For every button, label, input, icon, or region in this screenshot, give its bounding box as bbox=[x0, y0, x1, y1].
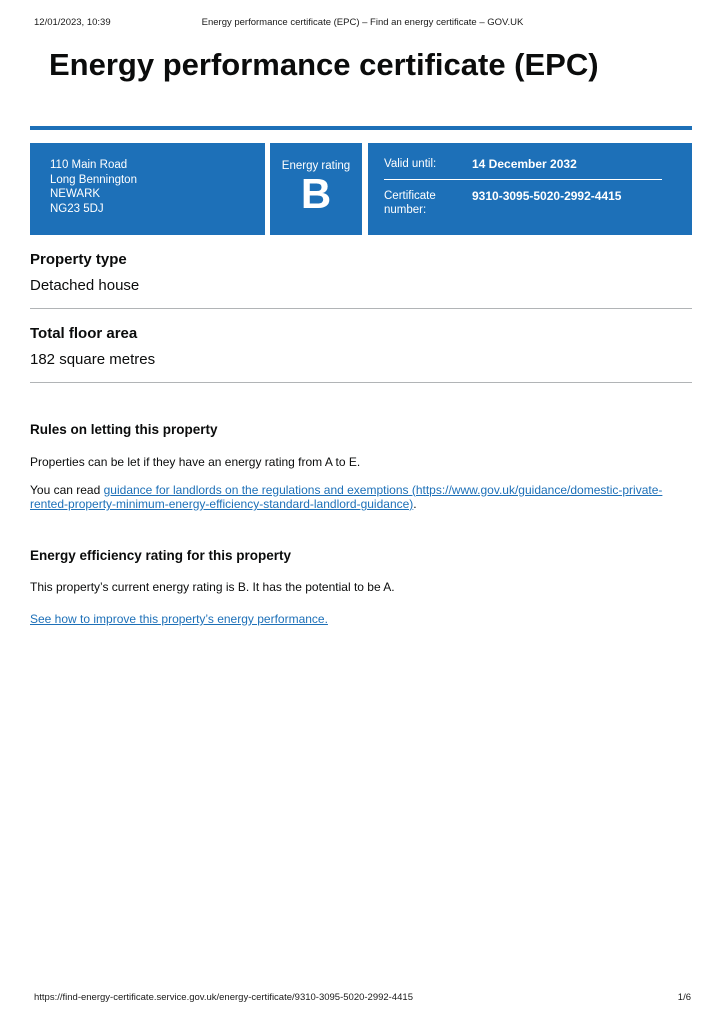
improve-performance-link[interactable]: See how to improve this property’s energy performance. bbox=[30, 612, 328, 626]
property-type-section bbox=[30, 251, 692, 309]
certificate-page bbox=[30, 0, 692, 627]
guidance-paragraph bbox=[30, 483, 678, 512]
rules-paragraph: Properties can be let if they have an energy rating from A to E. bbox=[30, 455, 361, 469]
certificate-number-label: Certificate number: bbox=[384, 190, 436, 216]
guidance-prefix: You can read bbox=[30, 482, 104, 497]
certificate-number-row bbox=[384, 189, 676, 217]
address-line-4: NG23 5DJ bbox=[50, 202, 104, 215]
page-number: 1/6 bbox=[677, 992, 691, 1003]
landlord-guidance-link[interactable]: guidance for landlords on the regulations and exemptions (https://www.gov.uk/guidance/domestic-private-rented-property-minimum-energy-efficiency-standard-landlord-guidance) bbox=[30, 482, 663, 511]
energy-rating-box bbox=[270, 143, 362, 235]
valid-until-row bbox=[384, 157, 676, 171]
total-floor-area-value: 182 square metres bbox=[30, 351, 156, 368]
rules-heading: Rules on letting this property bbox=[30, 422, 218, 437]
validity-divider bbox=[384, 179, 662, 180]
total-floor-area-heading: Total floor area bbox=[30, 325, 138, 342]
address-line-3: NEWARK bbox=[50, 188, 101, 201]
title-rule bbox=[30, 126, 692, 130]
page-title: Energy performance certificate (EPC) bbox=[49, 47, 599, 82]
property-type-heading: Property type bbox=[30, 251, 127, 268]
valid-until-value: 14 December 2032 bbox=[472, 157, 577, 171]
valid-until-label: Valid until: bbox=[384, 158, 437, 170]
section-divider bbox=[30, 308, 692, 309]
validity-box bbox=[368, 143, 692, 235]
section-divider bbox=[30, 382, 692, 383]
property-type-value: Detached house bbox=[30, 277, 140, 294]
guidance-suffix: . bbox=[413, 497, 417, 511]
certificate-summary bbox=[30, 143, 692, 235]
energy-efficiency-rating-section bbox=[30, 548, 692, 627]
address-line-2: Long Bennington bbox=[50, 173, 137, 186]
rating-paragraph: This property’s current energy rating is B. It has the potential to be A. bbox=[30, 579, 395, 594]
print-url: https://find-energy-certificate.service.gov.uk/energy-certificate/9310-3095-5020-2992-4415 bbox=[34, 992, 413, 1003]
energy-rating-label: Energy rating bbox=[281, 160, 351, 172]
rating-heading: Energy efficiency rating for this property bbox=[30, 547, 292, 563]
energy-rating-value: B bbox=[300, 170, 332, 217]
certificate-number-value: 9310-3095-5020-2992-4415 bbox=[472, 189, 622, 203]
total-floor-area-section bbox=[30, 325, 692, 383]
address-box bbox=[30, 143, 265, 235]
print-datetime: 12/01/2023, 10:39 bbox=[34, 17, 111, 28]
rules-on-letting-section bbox=[30, 422, 692, 512]
print-footer bbox=[34, 992, 691, 1003]
print-document-title: Energy performance certificate (EPC) – Find an energy certificate – GOV.UK bbox=[201, 17, 524, 28]
address-line-1: 110 Main Road bbox=[50, 159, 128, 171]
